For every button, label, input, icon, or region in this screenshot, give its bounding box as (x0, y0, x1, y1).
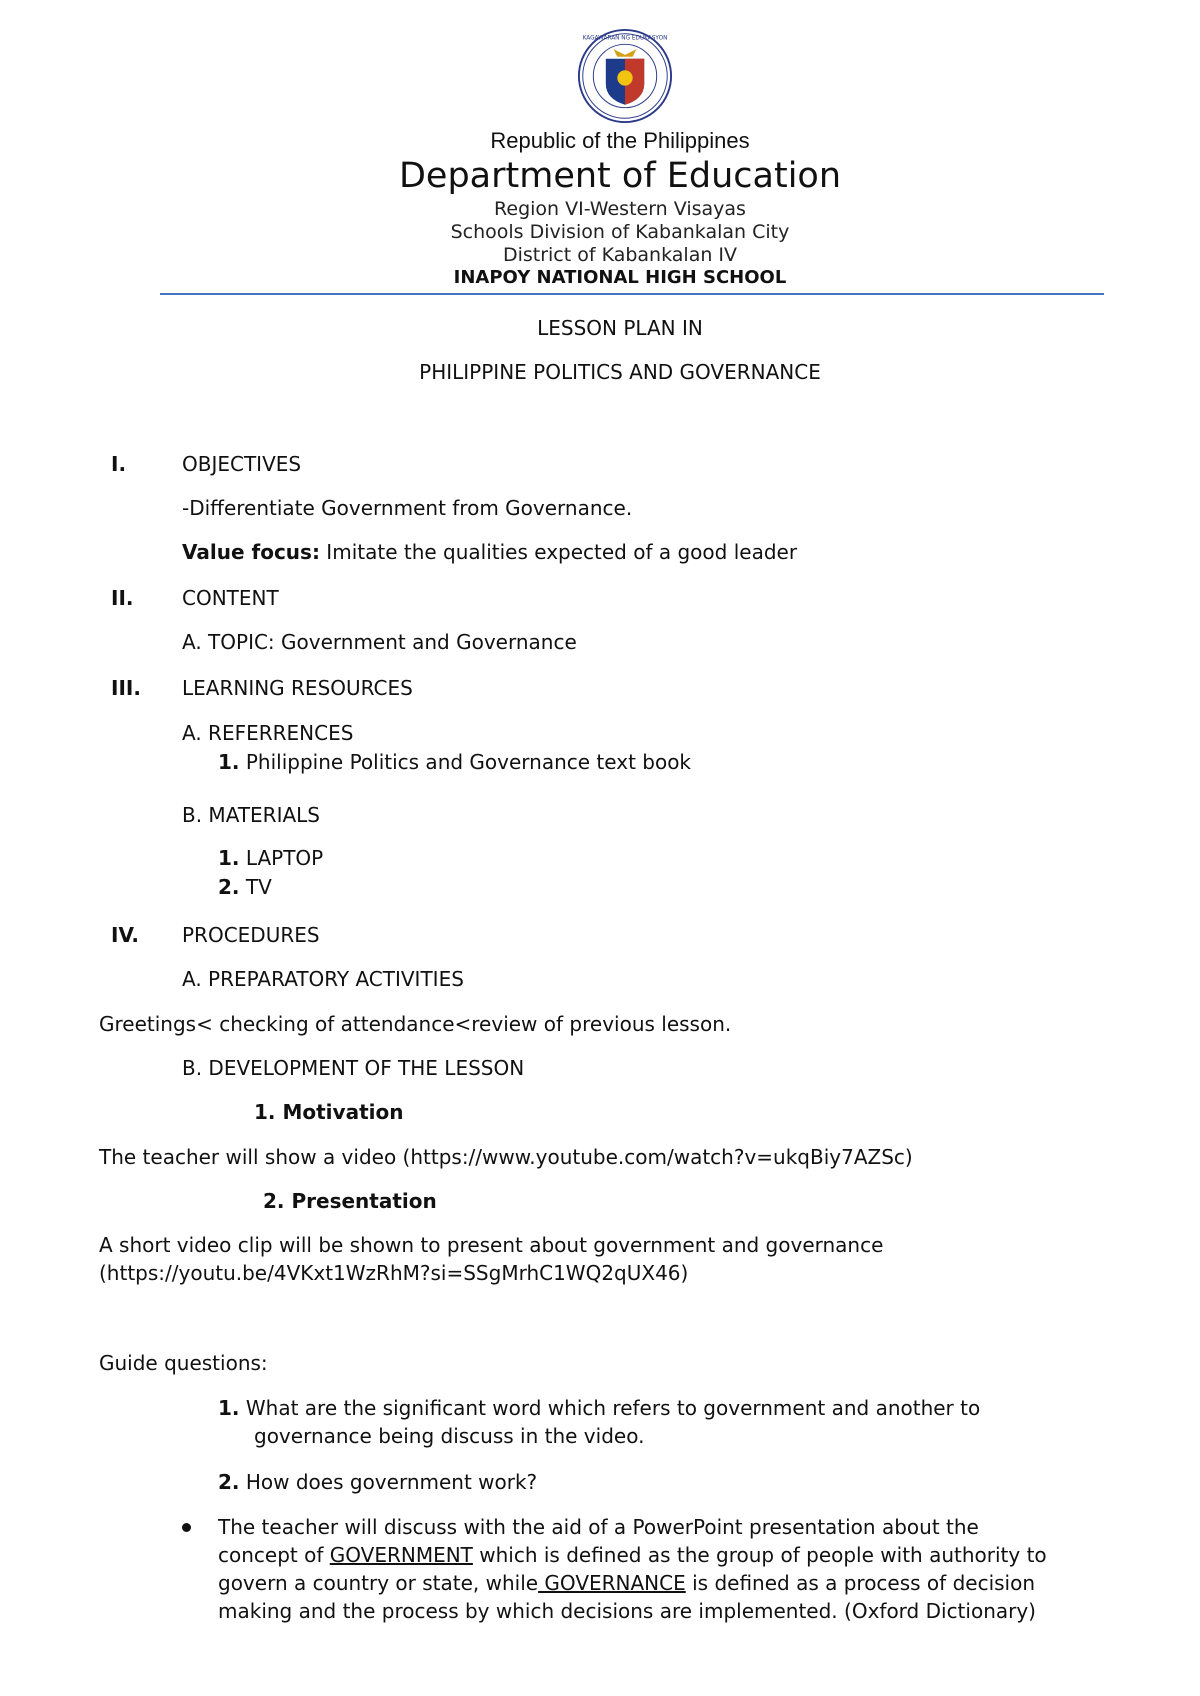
discussion-line (218, 1570, 1035, 1597)
discussion-text: is defined as a process of decision (685, 1571, 1036, 1595)
deped-seal-icon (577, 28, 673, 124)
discussion-text: concept of (218, 1543, 330, 1567)
objective-item: -Differentiate Government from Governance. (182, 496, 633, 520)
svg-text:KAGAWARAN NG EDUKASYON: KAGAWARAN NG EDUKASYON (582, 35, 668, 42)
question-number: 1. (218, 1396, 240, 1420)
content-numeral: II. (111, 586, 134, 610)
resources-heading: LEARNING RESOURCES (182, 676, 413, 700)
guide-questions-label: Guide questions: (99, 1351, 268, 1375)
procedures-heading: PROCEDURES (182, 923, 320, 947)
republic-heading: Republic of the Philippines (490, 128, 750, 153)
presentation-text: A short video clip will be shown to present about government and governance (99, 1233, 884, 1257)
value-focus-label: Value focus: (182, 540, 320, 564)
motivation-label: 1. Motivation (254, 1100, 404, 1124)
content-topic: A. TOPIC: Government and Governance (182, 630, 577, 654)
value-focus (182, 539, 797, 566)
materials-label: B. MATERIALS (182, 803, 320, 827)
bullet-icon (182, 1523, 191, 1532)
development-label: B. DEVELOPMENT OF THE LESSON (182, 1056, 525, 1080)
discussion-text: govern a country or state, while (218, 1571, 539, 1595)
region-line: Region VI-Western Visayas (494, 198, 746, 220)
discussion-line: The teacher will discuss with the aid of a PowerPoint presentation about the (218, 1515, 979, 1539)
material-item (218, 845, 323, 872)
material-number: 1. (218, 846, 240, 870)
value-focus-text: Imitate the qualities expected of a good leader (319, 540, 798, 564)
school-name: INAPOY NATIONAL HIGH SCHOOL (453, 267, 787, 288)
question-text-cont: governance being discuss in the video. (254, 1424, 645, 1448)
content-heading: CONTENT (182, 586, 279, 610)
subject-title: PHILIPPINE POLITICS AND GOVERNANCE (419, 360, 821, 384)
district-line: District of Kabankalan IV (502, 244, 738, 266)
presentation-link: (https://youtu.be/4VKxt1WzRhM?si=SSgMrhC1WQ2qUX46) (99, 1261, 689, 1285)
reference-text: Philippine Politics and Governance text book (245, 750, 692, 774)
governance-term: GOVERNANCE (538, 1571, 686, 1595)
objectives-numeral: I. (111, 452, 127, 476)
guide-question (218, 1469, 537, 1496)
discussion-line (218, 1542, 1047, 1569)
preparatory-text: Greetings< checking of attendance<review of previous lesson. (99, 1012, 732, 1036)
department-heading: Department of Education (398, 156, 842, 196)
resources-numeral: III. (111, 676, 141, 700)
preparatory-label: A. PREPARATORY ACTIVITIES (182, 967, 464, 991)
material-number: 2. (218, 875, 240, 899)
government-term: GOVERNMENT (329, 1543, 473, 1567)
division-line: Schools Division of Kabankalan City (450, 221, 790, 243)
discussion-text: which is defined as the group of people with authority to (472, 1543, 1047, 1567)
reference-item (218, 749, 691, 776)
header-divider (160, 293, 1104, 295)
material-text: TV (245, 875, 272, 899)
material-item (218, 874, 272, 901)
presentation-label: 2. Presentation (263, 1189, 437, 1213)
objectives-heading: OBJECTIVES (182, 452, 302, 476)
guide-question (218, 1395, 980, 1422)
lesson-plan-title: LESSON PLAN IN (537, 316, 703, 340)
references-label: A. REFERRENCES (182, 721, 354, 745)
discussion-line: making and the process by which decisions are implemented. (Oxford Dictionary) (218, 1599, 1036, 1623)
procedures-numeral: IV. (111, 923, 139, 947)
reference-number: 1. (218, 750, 240, 774)
question-text: How does government work? (245, 1470, 538, 1494)
question-text: What are the significant word which refers to government and another to (245, 1396, 981, 1420)
motivation-text: The teacher will show a video (https://www.youtube.com/watch?v=ukqBiy7AZSc) (99, 1145, 913, 1169)
material-text: LAPTOP (245, 846, 324, 870)
question-number: 2. (218, 1470, 240, 1494)
